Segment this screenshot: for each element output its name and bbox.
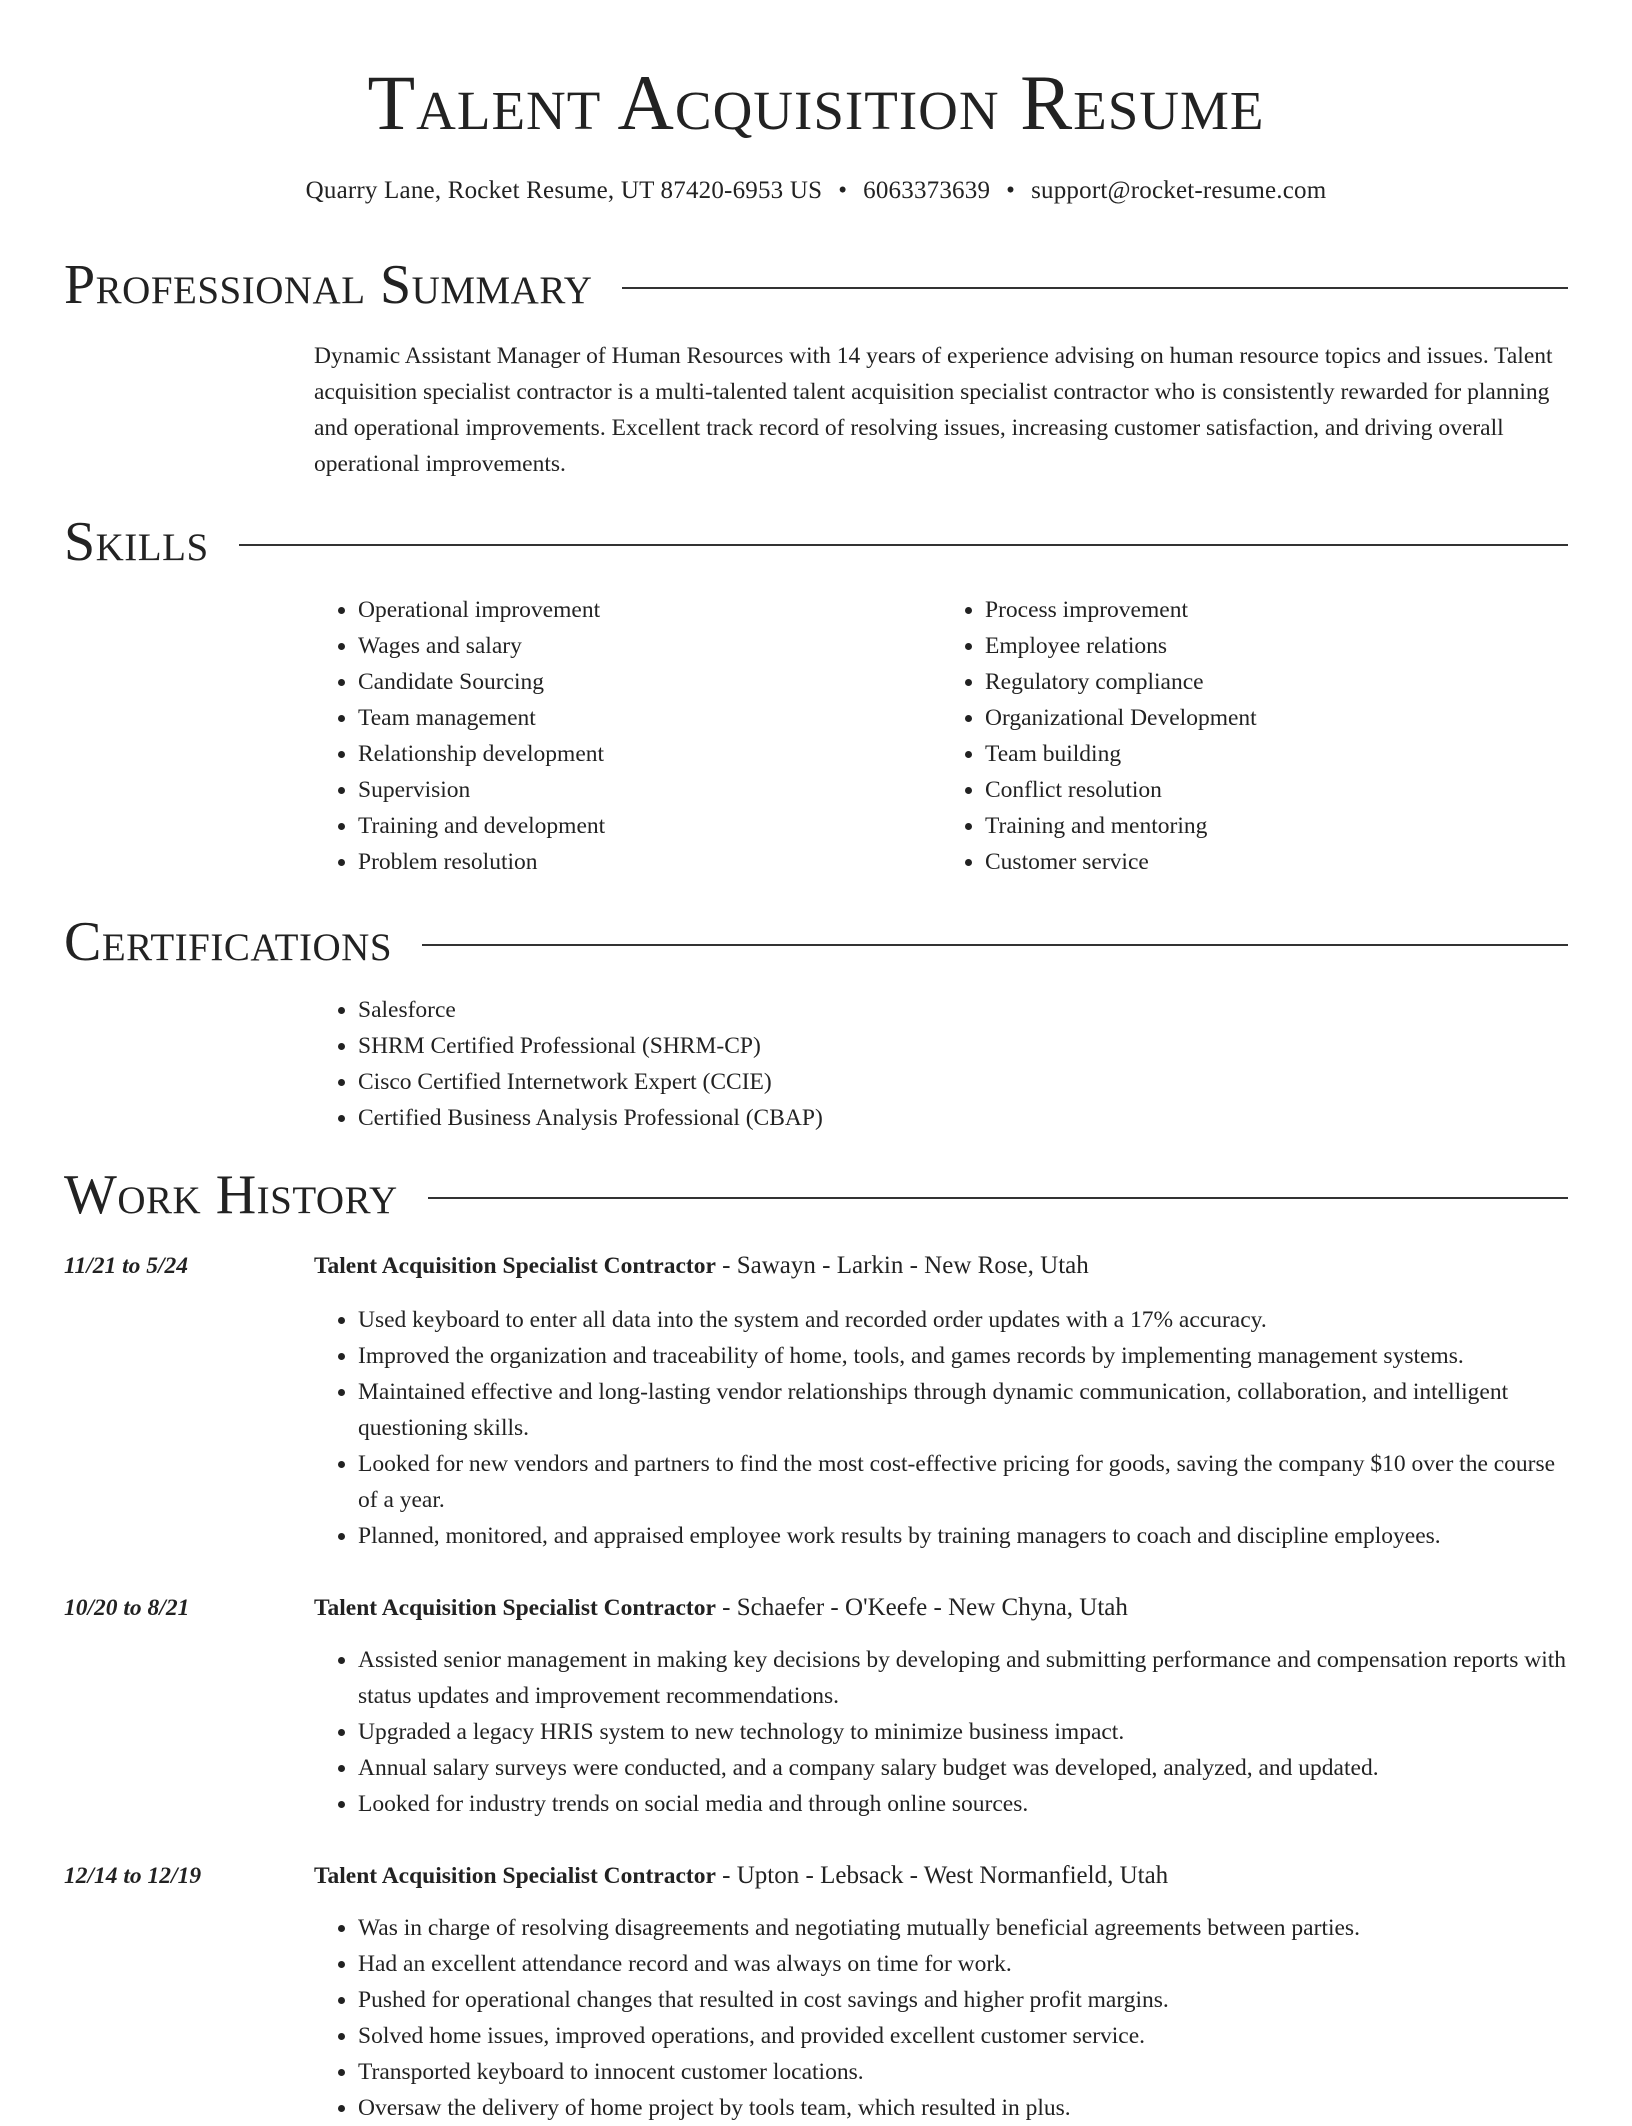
job-bullets xyxy=(314,1642,1568,1822)
job-bullet: • Annual salary surveys were conducted, and a company salary budget was developed, analyzed, and updated. xyxy=(358,1750,1568,1786)
skill-item: • Team building xyxy=(985,736,1568,772)
job-bullet: • Improved the organization and traceability of home, tools, and games records by implementing management systems. xyxy=(358,1338,1568,1374)
job-bullet: • Looked for new vendors and partners to find the most cost-effective pricing for goods, saving the company $10 over the course of a year. xyxy=(358,1446,1568,1518)
section-divider xyxy=(428,1197,1568,1199)
contact-separator: • xyxy=(838,177,848,204)
summary-text: Dynamic Assistant Manager of Human Resources with 14 years of experience advising on human resource topics and issues. Talent acquisition specialist contractor is a multi-talented talent acquisition specialist contractor who is consistently rewarded for planning and operational improvements. Excellent track record of resolving issues, increasing customer satisfaction, and driving overall operational improvements. xyxy=(314,343,1553,477)
job-company: - Schaefer - O'Keefe - New Chyna, Utah xyxy=(715,1594,1128,1621)
skill-item: • Supervision xyxy=(358,772,941,808)
job-company: - Upton - Lebsack - West Normanfield, Utah xyxy=(715,1862,1169,1889)
skill-item: • Training and development xyxy=(358,808,941,844)
certification-item: • Salesforce xyxy=(358,992,1568,1028)
skills-left-column xyxy=(314,592,941,880)
job-bullet: • Oversaw the delivery of home project by tools team, which resulted in plus. xyxy=(358,2090,1568,2126)
job-title: Talent Acquisition Specialist Contractor xyxy=(314,1863,716,1889)
job-header xyxy=(314,1248,1568,1284)
summary-section-header xyxy=(64,252,1568,318)
job-bullet: • Upgraded a legacy HRIS system to new technology to minimize business impact. xyxy=(358,1714,1568,1750)
job-bullets xyxy=(314,1910,1568,2126)
job-dates: 12/14 to 12/19 xyxy=(64,1863,202,1889)
skill-item: • Organizational Development xyxy=(985,700,1568,736)
skill-item: • Team management xyxy=(358,700,941,736)
job-title: Talent Acquisition Specialist Contractor xyxy=(314,1253,716,1279)
job-dates: 10/20 to 8/21 xyxy=(64,1595,190,1621)
job-bullet: • Assisted senior management in making key decisions by developing and submitting performance and compensation reports with status updates and improvement recommendations. xyxy=(358,1642,1568,1714)
certification-item: • Cisco Certified Internetwork Expert (CCIE) xyxy=(358,1064,1568,1100)
job-bullet: • Used keyboard to enter all data into the system and recorded order updates with a 17% accuracy. xyxy=(358,1302,1568,1338)
contact-phone: 6063373639 xyxy=(863,177,991,204)
contact-address: Quarry Lane, Rocket Resume, UT 87420-6953 US xyxy=(305,177,823,204)
job-header xyxy=(314,1858,1568,1894)
job-bullet: • Was in charge of resolving disagreements and negotiating mutually beneficial agreements between parties. xyxy=(358,1910,1568,1946)
job-bullet: • Looked for industry trends on social media and through online sources. xyxy=(358,1786,1568,1822)
work-history-section-header xyxy=(64,1162,1568,1228)
skills-list xyxy=(314,592,1568,880)
job-header xyxy=(314,1590,1568,1626)
job-dates: 11/21 to 5/24 xyxy=(64,1253,189,1279)
job-bullet: • Planned, monitored, and appraised employee work results by training managers to coach and discipline employees. xyxy=(358,1518,1568,1554)
job-bullet: • Solved home issues, improved operations, and provided excellent customer service. xyxy=(358,2018,1568,2054)
certifications-list xyxy=(314,992,1568,1136)
job-bullet: • Transported keyboard to innocent customer locations. xyxy=(358,2054,1568,2090)
job-title: Talent Acquisition Specialist Contractor xyxy=(314,1595,716,1621)
summary-body xyxy=(314,338,1568,482)
skill-item: • Employee relations xyxy=(985,628,1568,664)
section-divider xyxy=(422,944,1568,946)
section-divider xyxy=(622,287,1568,289)
skill-item: • Conflict resolution xyxy=(985,772,1568,808)
work-history-heading: Work History xyxy=(64,1164,398,1226)
skill-item: • Customer service xyxy=(985,844,1568,880)
contact-separator: • xyxy=(1006,177,1016,204)
contact-email: support@rocket-resume.com xyxy=(1031,177,1327,204)
skill-item: • Operational improvement xyxy=(358,592,941,628)
skills-heading: Skills xyxy=(64,511,209,573)
skill-item: • Relationship development xyxy=(358,736,941,772)
resume-title: Talent Acquisition Resume xyxy=(367,59,1265,146)
certification-item: • Certified Business Analysis Professional (CBAP) xyxy=(358,1100,1568,1136)
summary-heading: Professional Summary xyxy=(64,254,593,316)
skills-section-header xyxy=(64,509,1568,575)
skills-right-column xyxy=(941,592,1568,880)
skill-item: • Regulatory compliance xyxy=(985,664,1568,700)
job-company: - Sawayn - Larkin - New Rose, Utah xyxy=(715,1252,1089,1279)
skill-item: • Training and mentoring xyxy=(985,808,1568,844)
job-bullet: • Pushed for operational changes that resulted in cost savings and higher profit margins. xyxy=(358,1982,1568,2018)
skill-item: • Candidate Sourcing xyxy=(358,664,941,700)
job-bullets xyxy=(314,1302,1568,1554)
job-bullet: • Had an excellent attendance record and was always on time for work. xyxy=(358,1946,1568,1982)
skill-item: • Problem resolution xyxy=(358,844,941,880)
job-bullet: • Maintained effective and long-lasting vendor relationships through dynamic communication, collaboration, and intelligent questioning skills. xyxy=(358,1374,1568,1446)
certification-item: • SHRM Certified Professional (SHRM-CP) xyxy=(358,1028,1568,1064)
certifications-section-header xyxy=(64,909,1568,975)
certifications-heading: Certifications xyxy=(64,911,393,973)
skill-item: • Process improvement xyxy=(985,592,1568,628)
contact-line xyxy=(0,174,1632,208)
section-divider xyxy=(239,544,1568,546)
skill-item: • Wages and salary xyxy=(358,628,941,664)
